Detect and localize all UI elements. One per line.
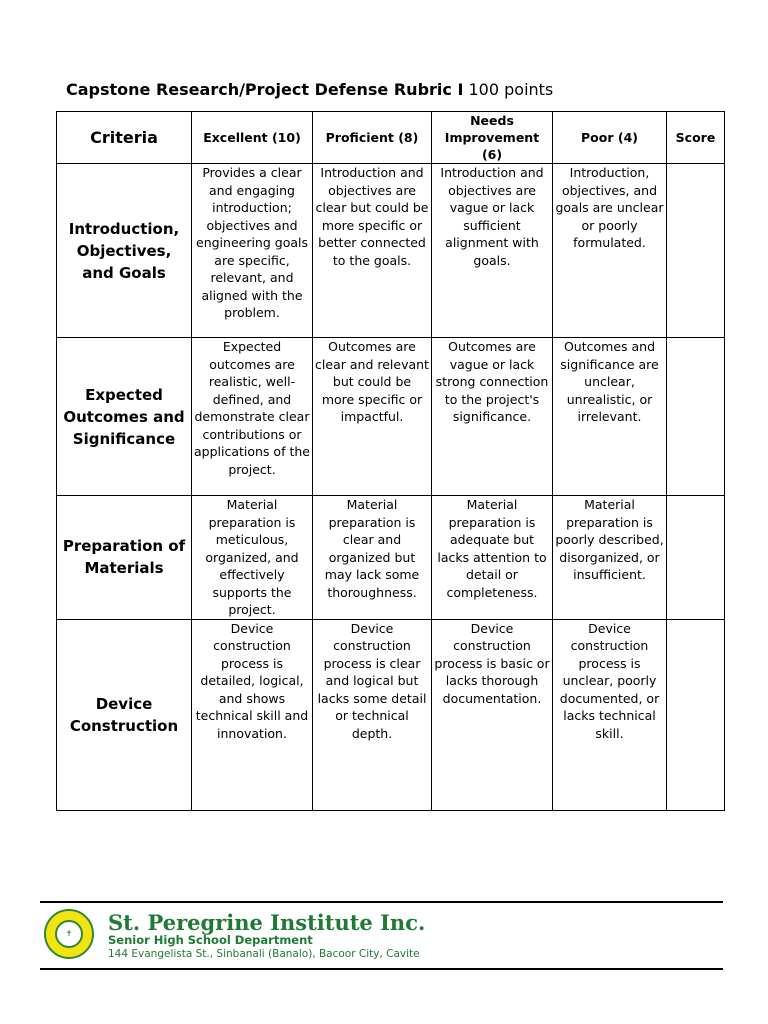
excellent-cell: Device construction process is detailed, logical, and shows technical skill and innovation.: [192, 619, 313, 810]
proficient-cell: Outcomes are clear and relevant but could be more specific or impactful.: [313, 338, 432, 496]
proficient-cell: Device construction process is clear and logical but lacks some detail or technical depth.: [313, 619, 432, 810]
poor-cell: Outcomes and significance are unclear, unrealistic, or irrelevant.: [553, 338, 667, 496]
poor-cell: Material preparation is poorly described, disorganized, or insufficient.: [553, 496, 667, 620]
seal-center: ✝: [55, 920, 83, 948]
poor-cell: Introduction, objectives, and goals are unclear or poorly formulated.: [553, 164, 667, 338]
header-row: [57, 112, 725, 164]
col-header-criteria: Criteria: [57, 112, 192, 164]
table-row: [57, 496, 725, 620]
school-department: Senior High School Department: [108, 933, 313, 947]
table-row: [57, 619, 725, 810]
needs-improvement-cell: Device construction process is basic or lacks thorough documentation.: [432, 619, 553, 810]
col-header-needs-improvement: Needs Improvement (6): [432, 112, 553, 164]
needs-improvement-cell: Outcomes are vague or lack strong connection to the project's significance.: [432, 338, 553, 496]
criteria-cell: Preparation of Materials: [57, 496, 192, 620]
footer-top-rule: [40, 901, 723, 903]
criteria-cell: Device Construction: [57, 619, 192, 810]
excellent-cell: Provides a clear and engaging introduction; objectives and engineering goals are specific, relevant, and aligned with the problem.: [192, 164, 313, 338]
school-seal-icon: [44, 909, 94, 959]
score-cell[interactable]: [667, 338, 725, 496]
needs-improvement-cell: Introduction and objectives are vague or lack sufficient alignment with goals.: [432, 164, 553, 338]
col-header-score: Score: [667, 112, 725, 164]
needs-improvement-cell: Material preparation is adequate but lacks attention to detail or completeness.: [432, 496, 553, 620]
col-header-excellent: Excellent (10): [192, 112, 313, 164]
document-title: [66, 80, 553, 99]
poor-cell: Device construction process is unclear, poorly documented, or lacks technical skill.: [553, 619, 667, 810]
criteria-cell: Introduction, Objectives, and Goals: [57, 164, 192, 338]
col-header-proficient: Proficient (8): [313, 112, 432, 164]
rubric-table: [56, 111, 725, 811]
table-row: [57, 338, 725, 496]
title-points: 100 points: [468, 80, 554, 99]
score-cell[interactable]: [667, 619, 725, 810]
school-name: St. Peregrine Institute Inc.: [108, 910, 426, 935]
criteria-cell: Expected Outcomes and Significance: [57, 338, 192, 496]
footer-bottom-rule: [40, 968, 723, 970]
excellent-cell: Material preparation is meticulous, organized, and effectively supports the project.: [192, 496, 313, 620]
proficient-cell: Introduction and objectives are clear but could be more specific or better connected to the goals.: [313, 164, 432, 338]
score-cell[interactable]: [667, 496, 725, 620]
proficient-cell: Material preparation is clear and organized but may lack some thoroughness.: [313, 496, 432, 620]
col-header-poor: Poor (4): [553, 112, 667, 164]
school-address: 144 Evangelista St., Sinbanali (Banalo), Bacoor City, Cavite: [108, 948, 420, 960]
score-cell[interactable]: [667, 164, 725, 338]
excellent-cell: Expected outcomes are realistic, well-defined, and demonstrate clear contributions or applications of the project.: [192, 338, 313, 496]
title-main: Capstone Research/Project Defense Rubric I: [66, 80, 464, 99]
table-row: [57, 164, 725, 338]
